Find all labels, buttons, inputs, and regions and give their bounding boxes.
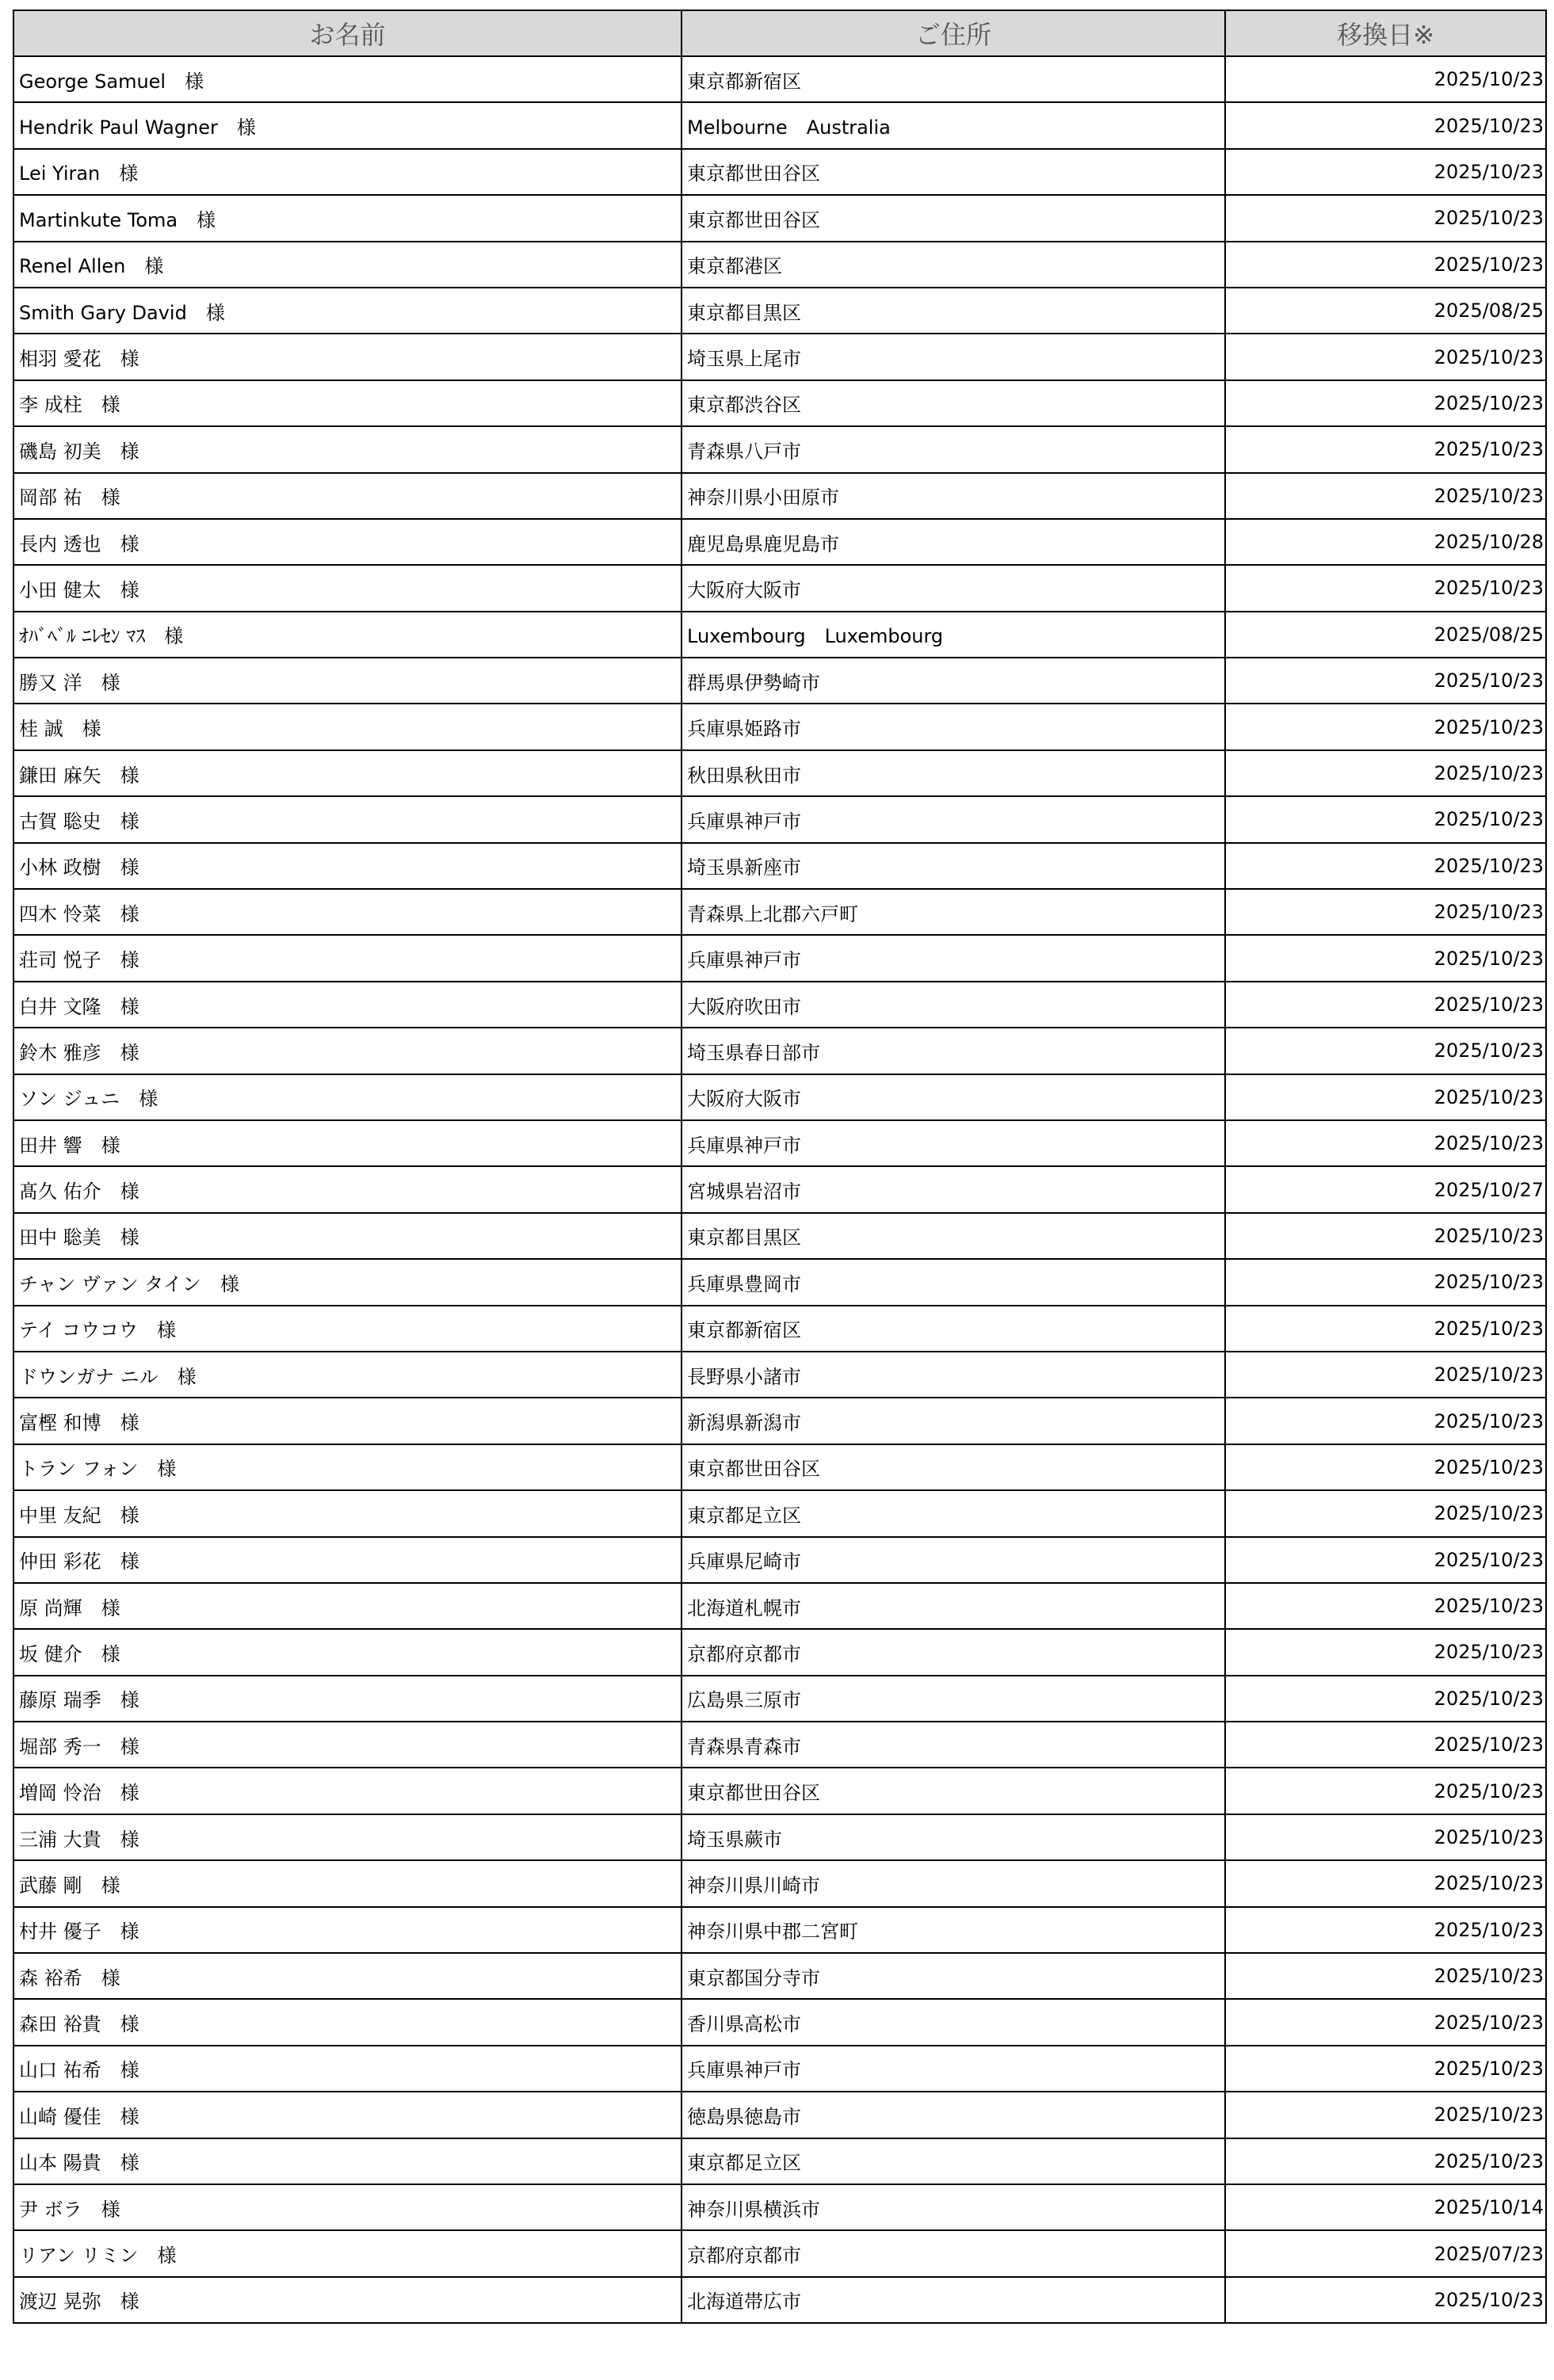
name-cell: ソン ジュニ 様 <box>13 1074 682 1120</box>
address-cell: 大阪府大阪市 <box>682 1074 1225 1120</box>
address-cell: 東京都目黒区 <box>682 1213 1225 1259</box>
transfer-date-cell: 2025/08/25 <box>1225 612 1546 658</box>
transfer-date-cell: 2025/10/23 <box>1225 565 1546 611</box>
transfer-date-cell: 2025/10/23 <box>1225 195 1546 241</box>
transfer-date-cell: 2025/10/23 <box>1225 982 1546 1028</box>
name-cell: 磯島 初美 様 <box>13 426 682 472</box>
table-row <box>13 658 1546 704</box>
address-cell: 香川県高松市 <box>682 1999 1225 2045</box>
name-cell: 田井 響 様 <box>13 1120 682 1166</box>
transfer-date-cell: 2025/10/27 <box>1225 1166 1546 1212</box>
header-transfer-date: 移換日※ <box>1225 10 1546 56</box>
address-cell: 徳島県徳島市 <box>682 2092 1225 2138</box>
name-cell: トラン フォン 様 <box>13 1444 682 1490</box>
transfer-date-cell: 2025/07/23 <box>1225 2230 1546 2276</box>
address-cell: 新潟県新潟市 <box>682 1398 1225 1444</box>
address-cell: 神奈川県中郡二宮町 <box>682 1907 1225 1953</box>
table-row <box>13 1074 1546 1120</box>
transfer-date-cell: 2025/10/23 <box>1225 935 1546 981</box>
address-cell: 東京都足立区 <box>682 2138 1225 2184</box>
name-cell: 髙久 佑介 様 <box>13 1166 682 1212</box>
transfer-date-cell: 2025/10/23 <box>1225 1814 1546 1860</box>
table-row <box>13 149 1546 195</box>
address-cell: 群馬県伊勢崎市 <box>682 658 1225 704</box>
address-cell: 大阪府大阪市 <box>682 565 1225 611</box>
name-cell: George Samuel 様 <box>13 56 682 102</box>
table-row <box>13 1213 1546 1259</box>
address-cell: 東京都渋谷区 <box>682 380 1225 426</box>
name-cell: 白井 文隆 様 <box>13 982 682 1028</box>
name-cell: 古賀 聡史 様 <box>13 796 682 842</box>
transfer-date-cell: 2025/10/23 <box>1225 1398 1546 1444</box>
name-cell: 小田 健太 様 <box>13 565 682 611</box>
transfer-date-cell: 2025/10/23 <box>1225 750 1546 796</box>
address-cell: 長野県小諸市 <box>682 1352 1225 1398</box>
transfer-date-cell: 2025/10/23 <box>1225 2277 1546 2323</box>
address-cell: 東京都世田谷区 <box>682 1768 1225 1814</box>
address-cell: 京都府京都市 <box>682 2230 1225 2276</box>
name-cell: 小林 政樹 様 <box>13 843 682 889</box>
address-cell: 広島県三原市 <box>682 1676 1225 1722</box>
name-cell: 鎌田 麻矢 様 <box>13 750 682 796</box>
name-cell: テイ コウコウ 様 <box>13 1306 682 1352</box>
transfer-date-cell: 2025/10/23 <box>1225 102 1546 148</box>
table-row <box>13 2046 1546 2092</box>
header-row <box>13 10 1546 56</box>
transfer-date-cell: 2025/10/23 <box>1225 1676 1546 1722</box>
address-cell: 鹿児島県鹿児島市 <box>682 519 1225 565</box>
transfer-date-cell: 2025/10/23 <box>1225 473 1546 519</box>
address-cell: 埼玉県蕨市 <box>682 1814 1225 1860</box>
name-cell: 四木 怜菜 様 <box>13 889 682 935</box>
transfer-date-cell: 2025/10/23 <box>1225 2138 1546 2184</box>
transfer-date-cell: 2025/10/23 <box>1225 1860 1546 1906</box>
table-row <box>13 380 1546 426</box>
table-row <box>13 1722 1546 1768</box>
table-row <box>13 473 1546 519</box>
transfer-date-cell: 2025/10/23 <box>1225 1768 1546 1814</box>
table-row <box>13 1629 1546 1675</box>
address-cell: 兵庫県尼崎市 <box>682 1537 1225 1583</box>
name-cell: Lei Yiran 様 <box>13 149 682 195</box>
transfer-date-cell: 2025/10/23 <box>1225 1629 1546 1675</box>
address-cell: 北海道帯広市 <box>682 2277 1225 2323</box>
name-cell: 山口 祐希 様 <box>13 2046 682 2092</box>
transfer-date-cell: 2025/10/23 <box>1225 1259 1546 1305</box>
table-row <box>13 2230 1546 2276</box>
name-cell: Smith Gary David 様 <box>13 288 682 334</box>
address-cell: 青森県青森市 <box>682 1722 1225 1768</box>
name-cell: 藤原 瑞季 様 <box>13 1676 682 1722</box>
address-cell: 東京都世田谷区 <box>682 1444 1225 1490</box>
address-cell: 兵庫県神戸市 <box>682 2046 1225 2092</box>
name-cell: 長内 透也 様 <box>13 519 682 565</box>
table-row <box>13 704 1546 749</box>
table-row <box>13 750 1546 796</box>
table-row <box>13 2184 1546 2230</box>
name-cell: 山崎 優佳 様 <box>13 2092 682 2138</box>
address-cell: 兵庫県神戸市 <box>682 796 1225 842</box>
name-cell: 原 尚輝 様 <box>13 1583 682 1629</box>
name-cell: 鈴木 雅彦 様 <box>13 1028 682 1074</box>
address-cell: 東京都新宿区 <box>682 1306 1225 1352</box>
name-cell: 中里 友紀 様 <box>13 1490 682 1536</box>
name-cell: 勝又 洋 様 <box>13 658 682 704</box>
transfer-date-cell: 2025/10/28 <box>1225 519 1546 565</box>
address-cell: 東京都目黒区 <box>682 288 1225 334</box>
table-row <box>13 1166 1546 1212</box>
name-cell: 荘司 悦子 様 <box>13 935 682 981</box>
name-cell: Martinkute Toma 様 <box>13 195 682 241</box>
transfer-date-cell: 2025/10/23 <box>1225 56 1546 102</box>
address-cell: 青森県上北郡六戸町 <box>682 889 1225 935</box>
transfer-date-cell: 2025/10/23 <box>1225 149 1546 195</box>
address-cell: Melbourne Australia <box>682 102 1225 148</box>
table-row <box>13 195 1546 241</box>
transfer-date-cell: 2025/10/23 <box>1225 426 1546 472</box>
transfer-date-cell: 2025/10/23 <box>1225 1999 1546 2045</box>
transfer-date-cell: 2025/10/23 <box>1225 1074 1546 1120</box>
transfer-date-cell: 2025/10/23 <box>1225 1583 1546 1629</box>
address-cell: 神奈川県横浜市 <box>682 2184 1225 2230</box>
transfer-date-cell: 2025/10/23 <box>1225 843 1546 889</box>
table-row <box>13 1259 1546 1305</box>
name-cell: 仲田 彩花 様 <box>13 1537 682 1583</box>
header-address: ご住所 <box>682 10 1225 56</box>
table-row <box>13 1352 1546 1398</box>
name-cell: 相羽 愛花 様 <box>13 334 682 380</box>
table-row <box>13 1999 1546 2045</box>
table-row <box>13 1953 1546 1999</box>
table-row <box>13 102 1546 148</box>
name-cell: 森 裕希 様 <box>13 1953 682 1999</box>
table-row <box>13 1306 1546 1352</box>
table-row <box>13 1444 1546 1490</box>
transfer-date-cell: 2025/10/23 <box>1225 1120 1546 1166</box>
table-row <box>13 1028 1546 1074</box>
transfer-date-cell: 2025/10/23 <box>1225 1490 1546 1536</box>
table-row <box>13 2092 1546 2138</box>
name-cell: 増岡 怜治 様 <box>13 1768 682 1814</box>
transfer-date-cell: 2025/10/23 <box>1225 1953 1546 1999</box>
address-cell: 秋田県秋田市 <box>682 750 1225 796</box>
transfer-date-cell: 2025/10/23 <box>1225 1352 1546 1398</box>
table-row <box>13 796 1546 842</box>
address-cell: 埼玉県新座市 <box>682 843 1225 889</box>
table-row <box>13 843 1546 889</box>
transfer-date-cell: 2025/10/14 <box>1225 2184 1546 2230</box>
transfer-date-cell: 2025/10/23 <box>1225 1028 1546 1074</box>
address-cell: 埼玉県春日部市 <box>682 1028 1225 1074</box>
table-row <box>13 519 1546 565</box>
table-row <box>13 242 1546 288</box>
transfer-list-table <box>13 10 1547 2324</box>
name-cell: 田中 聡美 様 <box>13 1213 682 1259</box>
table-row <box>13 1120 1546 1166</box>
table-row <box>13 1398 1546 1444</box>
table-row <box>13 1583 1546 1629</box>
transfer-date-cell: 2025/10/23 <box>1225 1907 1546 1953</box>
name-cell: Renel Allen 様 <box>13 242 682 288</box>
name-cell: ドウンガナ ニル 様 <box>13 1352 682 1398</box>
name-cell: チャン ヴァン タイン 様 <box>13 1259 682 1305</box>
address-cell: 兵庫県豊岡市 <box>682 1259 1225 1305</box>
transfer-date-cell: 2025/10/23 <box>1225 1306 1546 1352</box>
name-cell: 堀部 秀一 様 <box>13 1722 682 1768</box>
address-cell: 東京都港区 <box>682 242 1225 288</box>
name-cell: 森田 裕貴 様 <box>13 1999 682 2045</box>
transfer-date-cell: 2025/10/23 <box>1225 889 1546 935</box>
name-cell: 山本 陽貴 様 <box>13 2138 682 2184</box>
table-row <box>13 935 1546 981</box>
table-row <box>13 982 1546 1028</box>
table-body <box>13 56 1546 2323</box>
table-row <box>13 565 1546 611</box>
transfer-date-cell: 2025/10/23 <box>1225 704 1546 749</box>
name-cell: 坂 健介 様 <box>13 1629 682 1675</box>
transfer-date-cell: 2025/10/23 <box>1225 2092 1546 2138</box>
table-row <box>13 2138 1546 2184</box>
transfer-date-cell: 2025/10/23 <box>1225 796 1546 842</box>
name-cell: 渡辺 晃弥 様 <box>13 2277 682 2323</box>
name-cell: 富樫 和博 様 <box>13 1398 682 1444</box>
header-name: お名前 <box>13 10 682 56</box>
address-cell: 兵庫県神戸市 <box>682 1120 1225 1166</box>
transfer-date-cell: 2025/10/23 <box>1225 658 1546 704</box>
address-cell: 東京都新宿区 <box>682 56 1225 102</box>
address-cell: 東京都国分寺市 <box>682 1953 1225 1999</box>
name-cell: リアン リミン 様 <box>13 2230 682 2276</box>
transfer-date-cell: 2025/10/23 <box>1225 242 1546 288</box>
address-cell: 東京都世田谷区 <box>682 195 1225 241</box>
table-row <box>13 1537 1546 1583</box>
address-cell: 大阪府吹田市 <box>682 982 1225 1028</box>
name-cell: 武藤 剛 様 <box>13 1860 682 1906</box>
transfer-date-cell: 2025/10/23 <box>1225 1444 1546 1490</box>
address-cell: Luxembourg Luxembourg <box>682 612 1225 658</box>
table-row <box>13 1814 1546 1860</box>
name-cell: 桂 誠 様 <box>13 704 682 749</box>
transfer-date-cell: 2025/10/23 <box>1225 334 1546 380</box>
transfer-date-cell: 2025/10/23 <box>1225 1537 1546 1583</box>
address-cell: 神奈川県川崎市 <box>682 1860 1225 1906</box>
address-cell: 東京都世田谷区 <box>682 149 1225 195</box>
name-cell: 村井 優子 様 <box>13 1907 682 1953</box>
table-row <box>13 56 1546 102</box>
table-header <box>13 10 1546 56</box>
address-cell: 北海道札幌市 <box>682 1583 1225 1629</box>
address-cell: 宮城県岩沼市 <box>682 1166 1225 1212</box>
table-row <box>13 1490 1546 1536</box>
address-cell: 兵庫県姫路市 <box>682 704 1225 749</box>
name-cell: 三浦 大貴 様 <box>13 1814 682 1860</box>
table-row <box>13 1907 1546 1953</box>
transfer-date-cell: 2025/10/23 <box>1225 1722 1546 1768</box>
table-row <box>13 889 1546 935</box>
address-cell: 東京都足立区 <box>682 1490 1225 1536</box>
table-row <box>13 288 1546 334</box>
table-row <box>13 426 1546 472</box>
address-cell: 埼玉県上尾市 <box>682 334 1225 380</box>
name-cell: Hendrik Paul Wagner 様 <box>13 102 682 148</box>
table-row <box>13 612 1546 658</box>
transfer-date-cell: 2025/10/23 <box>1225 1213 1546 1259</box>
address-cell: 神奈川県小田原市 <box>682 473 1225 519</box>
name-cell: 李 成柱 様 <box>13 380 682 426</box>
name-cell: 岡部 祐 様 <box>13 473 682 519</box>
table-row <box>13 334 1546 380</box>
address-cell: 兵庫県神戸市 <box>682 935 1225 981</box>
name-cell: 尹 ボラ 様 <box>13 2184 682 2230</box>
transfer-date-cell: 2025/10/23 <box>1225 380 1546 426</box>
table-row <box>13 2277 1546 2323</box>
address-cell: 青森県八戸市 <box>682 426 1225 472</box>
table-row <box>13 1860 1546 1906</box>
transfer-date-cell: 2025/08/25 <box>1225 288 1546 334</box>
table-row <box>13 1676 1546 1722</box>
transfer-date-cell: 2025/10/23 <box>1225 2046 1546 2092</box>
table-row <box>13 1768 1546 1814</box>
name-cell: ｵﾊﾞﾍﾞﾙ ﾆﾚｾﾝ ﾏｽ 様 <box>13 612 682 658</box>
address-cell: 京都府京都市 <box>682 1629 1225 1675</box>
